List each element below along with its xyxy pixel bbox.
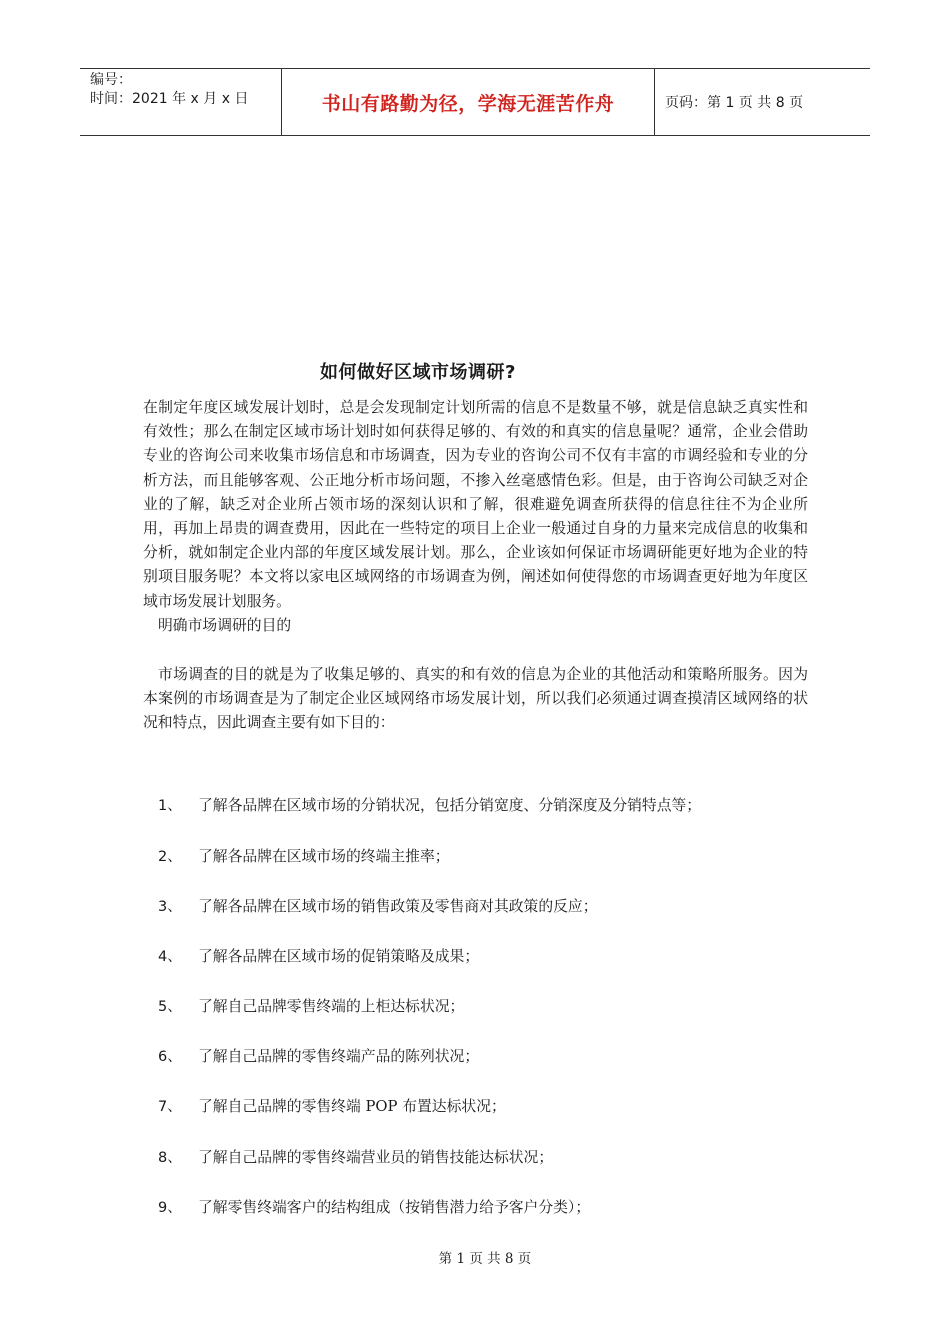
list-item bbox=[158, 1196, 590, 1217]
list-item-number: 4、 bbox=[158, 949, 182, 965]
list-item-number: 9、 bbox=[158, 1200, 182, 1216]
list-item bbox=[158, 995, 464, 1016]
list-item-text: 了解零售终端客户的结构组成（按销售潜力给予客户分类）； bbox=[198, 1199, 591, 1216]
list-item-text: 了解自己品牌的零售终端产品的陈列状况； bbox=[198, 1048, 480, 1065]
intro-paragraph: 在制定年度区域发展计划时，总是会发现制定计划所需的信息不是数量不够，就是信息缺乏真实性和有效性；那么在制定区域市场计划时如何获得足够的、有效的和真实的信息量呢？通常，企业会借助专业的咨询公司来收集市场信息和市场调查，因为专业的咨询公司不仅有丰富的市调经验和专业的分析方法，而且能够客观、公正地分析市场问题，不掺入丝毫感情色彩。但是，由于咨询公司缺乏对企业的了解，缺乏对企业所占领市场的深刻认识和了解，很难避免调查所获得的信息往往不为企业所用，再加上昂贵的调查费用，因此在一些特定的项目上企业一般通过自身的力量来完成信息的收集和分析，就如制定企业内部的年度区域发展计划。那么，企业该如何保证市场调研能更好地为企业的特别项目服务呢？本文将以家电区域网络的市场调查为例，阐述如何使得您的市场调查更好地为年度区域市场发展计划服务。 bbox=[143, 399, 808, 610]
header-time-label: 时间：2021 年 x 月 x 日 bbox=[90, 91, 249, 107]
list-item bbox=[158, 945, 479, 966]
list-item-number: 2、 bbox=[158, 849, 182, 865]
section-heading: 明确市场调研的目的 bbox=[158, 616, 292, 634]
document-title: 如何做好区域市场调研? bbox=[320, 362, 516, 383]
list-item-text: 了解各品牌在区域市场的终端主推率； bbox=[198, 848, 450, 865]
list-item bbox=[158, 794, 701, 815]
list-item bbox=[158, 1146, 553, 1167]
purpose-paragraph: 市场调查的目的就是为了收集足够的、真实的和有效的信息为企业的其他活动和策略所服务。因为本案例的市场调查是为了制定企业区域网络市场发展计划，所以我们必须通过调查摸清区域网络的状况和特点，因此调查主要有如下目的： bbox=[143, 666, 808, 732]
page-footer: 第 1 页 共 8 页 bbox=[438, 1251, 532, 1267]
list-item-text: 了解自己品牌的零售终端营业员的销售技能达标状况； bbox=[198, 1149, 554, 1166]
list-item bbox=[158, 845, 450, 866]
header-number-label: 编号： bbox=[90, 72, 132, 88]
list-item-number: 1、 bbox=[158, 798, 182, 814]
list-item-number: 7、 bbox=[158, 1099, 182, 1115]
document-header bbox=[80, 68, 870, 136]
list-item-number: 6、 bbox=[158, 1049, 182, 1065]
document-body bbox=[143, 396, 808, 736]
list-item-number: 3、 bbox=[158, 899, 182, 915]
list-item-number: 5、 bbox=[158, 999, 182, 1015]
list-item bbox=[158, 895, 598, 916]
list-item-text: 了解各品牌在区域市场的促销策略及成果； bbox=[198, 948, 480, 965]
header-page-info: 页码：第 1 页 共 8 页 bbox=[665, 95, 804, 111]
list-item-text: 了解各品牌在区域市场的分销状况，包括分销宽度、分销深度及分销特点等； bbox=[198, 797, 702, 814]
list-item-number: 8、 bbox=[158, 1150, 182, 1166]
list-item-text: 了解自己品牌零售终端的上柜达标状况； bbox=[198, 998, 465, 1015]
header-motto: 书山有路勤为径，学海无涯苦作舟 bbox=[282, 69, 655, 135]
header-meta bbox=[80, 69, 282, 135]
list-item bbox=[158, 1045, 479, 1066]
list-item bbox=[158, 1095, 506, 1116]
list-item-text: 了解各品牌在区域市场的销售政策及零售商对其政策的反应； bbox=[198, 898, 598, 915]
list-item-text: 了解自己品牌的零售终端 POP 布置达标状况； bbox=[198, 1098, 506, 1115]
